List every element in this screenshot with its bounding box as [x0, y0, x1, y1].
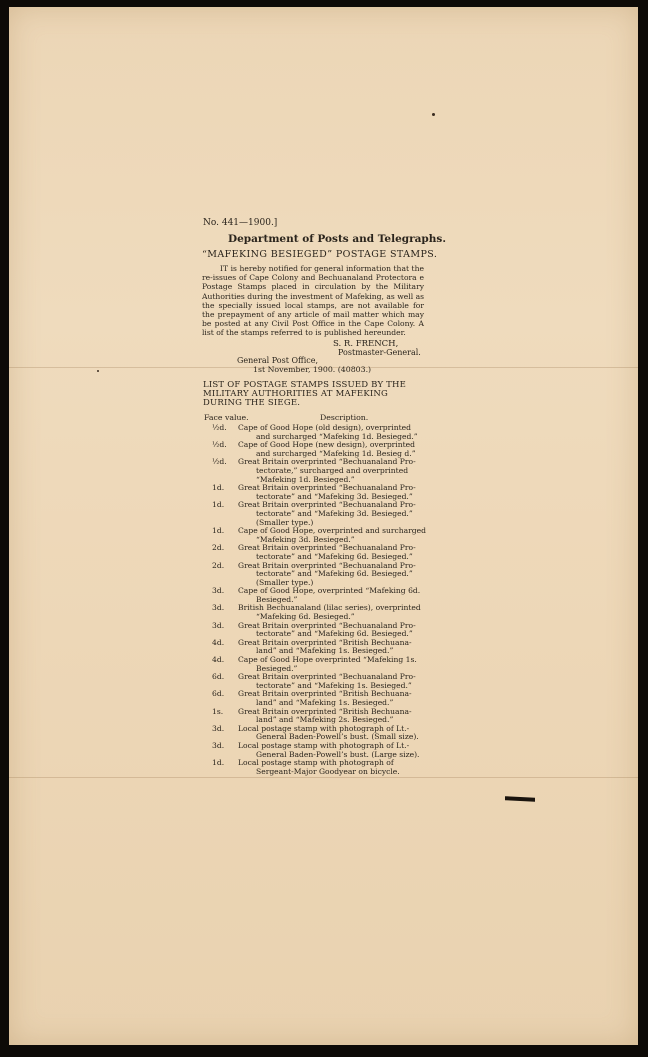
description-line: Local postage stamp with photograph of Lt.- [238, 740, 410, 750]
description-line: Great Britain overprinted “Bechuanaland Pro- [238, 672, 416, 682]
description-line: Sergeant-Major Goodyear on bicycle. [256, 766, 400, 776]
stamp-description [238, 622, 430, 639]
stamp-row [204, 544, 430, 561]
department-heading: Department of Posts and Telegraphs. [228, 233, 446, 245]
stamp-description [238, 501, 430, 527]
description-line: Cape of Good Hope overprinted “Mafeking 1s. [238, 655, 417, 665]
description-line: tectorate” and “Mafeking 6d. Besieged.” [256, 629, 413, 639]
stamp-row [204, 604, 430, 621]
description-line: tectorate” and “Mafeking 3d. Besieged.” [256, 491, 413, 501]
description-line: Great Britain overprinted “British Bechuana- [238, 689, 412, 699]
stamp-face-value: 4d. [212, 655, 225, 665]
description-line: Besieged.” [256, 663, 298, 673]
stamp-list [204, 424, 430, 776]
notice-body: IT is hereby notified for general information that the re-issues of Cape Colony and Bechuanaland Protectora e Postage Stamps placed in circulation by the Military Authorities during the investment of Mafeking, as well as the specially issued local stamps, are not available for the prepayment of any article of mail matter which may be posted at any Civil Post Office in the Cape Colony. A list of the stamps referred to is published hereunder. [202, 264, 424, 338]
stamp-face-value: 6d. [212, 689, 225, 699]
description-line: tectorate” and “Mafeking 6d. Besieged.” [256, 551, 413, 561]
stamp-face-value: 3d. [212, 740, 225, 750]
stamp-description [238, 458, 430, 484]
description-line: Cape of Good Hope (new design), overprinted [238, 440, 416, 450]
stamp-face-value: 1d. [212, 758, 225, 768]
signatory-name: S. R. FRENCH, [333, 339, 399, 349]
paper-speck [97, 370, 99, 372]
stamp-description [238, 527, 430, 544]
stamp-face-value: ½d. [212, 423, 227, 432]
stamp-face-value: ½d. [212, 440, 227, 450]
stamp-row [204, 639, 430, 656]
stamp-description [238, 562, 430, 588]
description-line: Cape of Good Hope, overprinted and surcharged [238, 526, 427, 536]
column-header-face-value: Face value. [204, 413, 249, 422]
stamp-face-value: 1d. [212, 500, 225, 510]
stamp-description [238, 587, 430, 604]
stamp-face-value: 1d. [212, 483, 225, 493]
stamp-row [204, 656, 430, 673]
stamp-description [238, 604, 430, 621]
stamp-row [204, 458, 430, 484]
stamp-description [238, 424, 430, 441]
description-line: Great Britain overprinted “Bechuanaland Pro- [238, 620, 416, 630]
stamp-description [238, 708, 430, 725]
stamp-row [204, 527, 430, 544]
stamp-face-value: 1s. [212, 706, 224, 716]
stamp-row [204, 441, 430, 458]
description-line: and surcharged “Mafeking 1d. Besieged.” [256, 431, 418, 441]
stamp-row [204, 742, 430, 759]
description-line: “Mafeking 3d. Besieged.” [256, 534, 355, 544]
stamp-row [204, 562, 430, 588]
stamp-row [204, 587, 430, 604]
stamp-face-value: 4d. [212, 637, 225, 647]
description-line: Cape of Good Hope, overprinted “Mafeking 6d. [238, 586, 421, 596]
stamp-description [238, 544, 430, 561]
stamp-description [238, 441, 430, 458]
stamp-description [238, 725, 430, 742]
column-header-description: Description. [320, 413, 369, 422]
date-line: 1st November, 1900. (40803.) [253, 365, 372, 374]
stamp-row [204, 484, 430, 501]
description-line: (Smaller type.) [256, 577, 314, 587]
description-line: tectorate” and “Mafeking 1s. Besieged.” [256, 680, 412, 690]
signatory-title: Postmaster-General. [338, 348, 421, 357]
stamp-description [238, 673, 430, 690]
stamp-face-value: 3d. [212, 723, 225, 733]
stamp-face-value: 6d. [212, 672, 225, 682]
description-line: Great Britain overprinted “Bechuanaland Pro- [238, 560, 416, 570]
stamp-list-title: LIST OF POSTAGE STAMPS ISSUED BY THE MILITARY AUTHORITIES AT MAFEKING DURING THE SIEGE. [203, 380, 407, 408]
stamp-row [204, 424, 430, 441]
description-line: tectorate” and “Mafeking 6d. Besieged.” [256, 569, 413, 579]
stamp-face-value: 3d. [212, 603, 225, 613]
stamp-row [204, 690, 430, 707]
stamp-description [238, 656, 430, 673]
stamp-face-value: ½d. [212, 457, 227, 467]
description-line: Great Britain overprinted “British Bechuana- [238, 637, 412, 647]
stamp-row [204, 725, 430, 742]
paper-tab [505, 796, 535, 802]
stamp-row [204, 501, 430, 527]
description-line: and surcharged “Mafeking 1d. Besieg d.” [256, 448, 416, 458]
post-office-line: General Post Office, [237, 356, 319, 365]
stamp-row [204, 708, 430, 725]
description-line: Great Britain overprinted “British Bechuana- [238, 706, 412, 716]
stamp-row [204, 673, 430, 690]
stamp-face-value: 1d. [212, 526, 225, 536]
stamp-face-value: 3d. [212, 586, 225, 596]
stamp-face-value: 3d. [212, 620, 225, 630]
stamp-description [238, 742, 430, 759]
description-line: General Baden-Powell’s bust. (Small size). [256, 732, 419, 742]
description-line: tectorate” and “Mafeking 3d. Besieged.” [256, 508, 413, 518]
description-line: Cape of Good Hope (old design), overprinted [238, 423, 412, 432]
description-line: land” and “Mafeking 1s. Besieged.” [256, 698, 394, 707]
description-line: land” and “Mafeking 2s. Besieged.” [256, 715, 394, 725]
description-line: Great Britain overprinted “Bechuanaland Pro- [238, 543, 416, 553]
description-line: Great Britain overprinted “Bechuanaland Pro- [238, 500, 416, 510]
description-line: “Mafeking 1d. Besieged.” [256, 474, 355, 484]
description-line: Besieged.” [256, 594, 298, 604]
description-line: General Baden-Powell’s bust. (Large size). [256, 749, 420, 759]
description-line: (Smaller type.) [256, 517, 314, 527]
description-line: “Mafeking 6d. Besieged.” [256, 612, 355, 622]
stamp-description [238, 484, 430, 501]
notice-number: No. 441—1900.] [203, 218, 278, 228]
stamp-description [238, 759, 430, 776]
description-line: Local postage stamp with photograph of Lt.- [238, 723, 410, 733]
stamp-face-value: 2d. [212, 560, 225, 570]
description-line: tectorate,” surcharged and overprinted [256, 465, 409, 475]
stamp-row [204, 759, 430, 776]
stamp-description [238, 690, 430, 707]
description-line: land” and “Mafeking 1s. Besieged.” [256, 646, 394, 656]
description-line: British Bechuanaland (lilac series), overprinted [238, 603, 421, 613]
description-line: Local postage stamp with photograph of [238, 758, 394, 768]
paper-speck [432, 113, 435, 116]
stamp-face-value: 2d. [212, 543, 225, 553]
description-line: Great Britain overprinted “Bechuanaland Pro- [238, 457, 416, 467]
stamp-row [204, 622, 430, 639]
stamp-description [238, 639, 430, 656]
notice-headline: “MAFEKING BESIEGED” POSTAGE STAMPS. [202, 249, 438, 260]
description-line: Great Britain overprinted “Bechuanaland Pro- [238, 483, 416, 493]
